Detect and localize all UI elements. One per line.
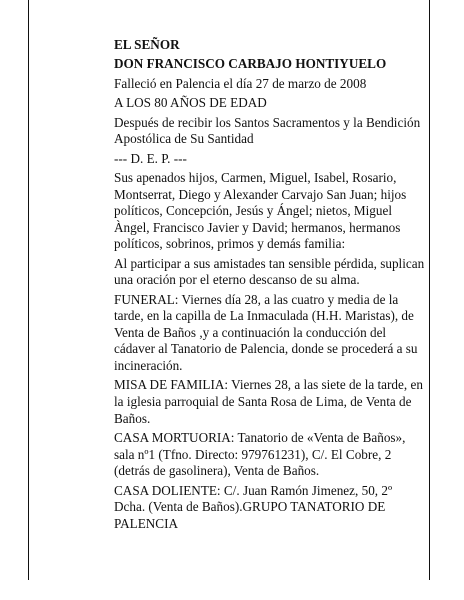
deceased-name: DON FRANCISCO CARBAJO HONTIYUELO — [114, 56, 387, 72]
prayer-request: Al participar a sus amistades tan sensible pérdida, suplican una oración por el eterno descanso de su alma. — [114, 255, 425, 288]
family-list: Sus apenados hijos, Carmen, Miguel, Isabel, Rosario, Montserrat, Diego y Alexander Carvajo San Juan; hijos políticos, Concepción, Jesús y Ángel; nietos, Miguel Àngel, Francisco Javier y David; hermanos, hermanos políticos, sobrinos, primos y demás familia: — [114, 169, 407, 252]
family-mass-details: MISA DE FAMILIA: Viernes 28, a las siete de la tarde, en la iglesia parroquial de Santa Rosa de Lima, de Venta de Baños. — [114, 377, 423, 426]
mourning-home-details: CASA DOLIENTE: C/. Juan Ramón Jimenez, 50, 2º Dcha. (Venta de Baños).GRUPO TANATORIO DE PALENCIA — [114, 482, 393, 531]
page-border-left — [28, 0, 29, 580]
funeral-details: FUNERAL: Viernes día 28, a las cuatro y media de la tarde, en la capilla de La Inmaculada (H.H. Maristas), de Venta de Baños ,y a continuación la conducción del cádaver al Tanatorio de Palencia, donde se procederá a su incineración. — [114, 291, 418, 374]
sacraments-statement: Después de recibir los Santos Sacramentos y la Bendición Apostólica de Su Santidad — [114, 114, 421, 147]
title-line-1: EL SEÑOR — [114, 37, 180, 52]
rip-line: --- D. E. P. --- — [114, 150, 187, 166]
death-statement: Falleció en Palencia el día 27 de marzo de 2008 — [114, 75, 367, 91]
page-border-right — [429, 0, 430, 580]
obituary-notice — [114, 37, 426, 535]
mortuary-details: CASA MORTUORIA: Tanatorio de «Venta de Baños», sala nº1 (Tfno. Directo: 979761231), C/. El Cobre, 2 (detrás de gasolinera), Venta de Baños. — [114, 430, 406, 479]
age-statement: A LOS 80 AÑOS DE EDAD — [114, 95, 267, 111]
